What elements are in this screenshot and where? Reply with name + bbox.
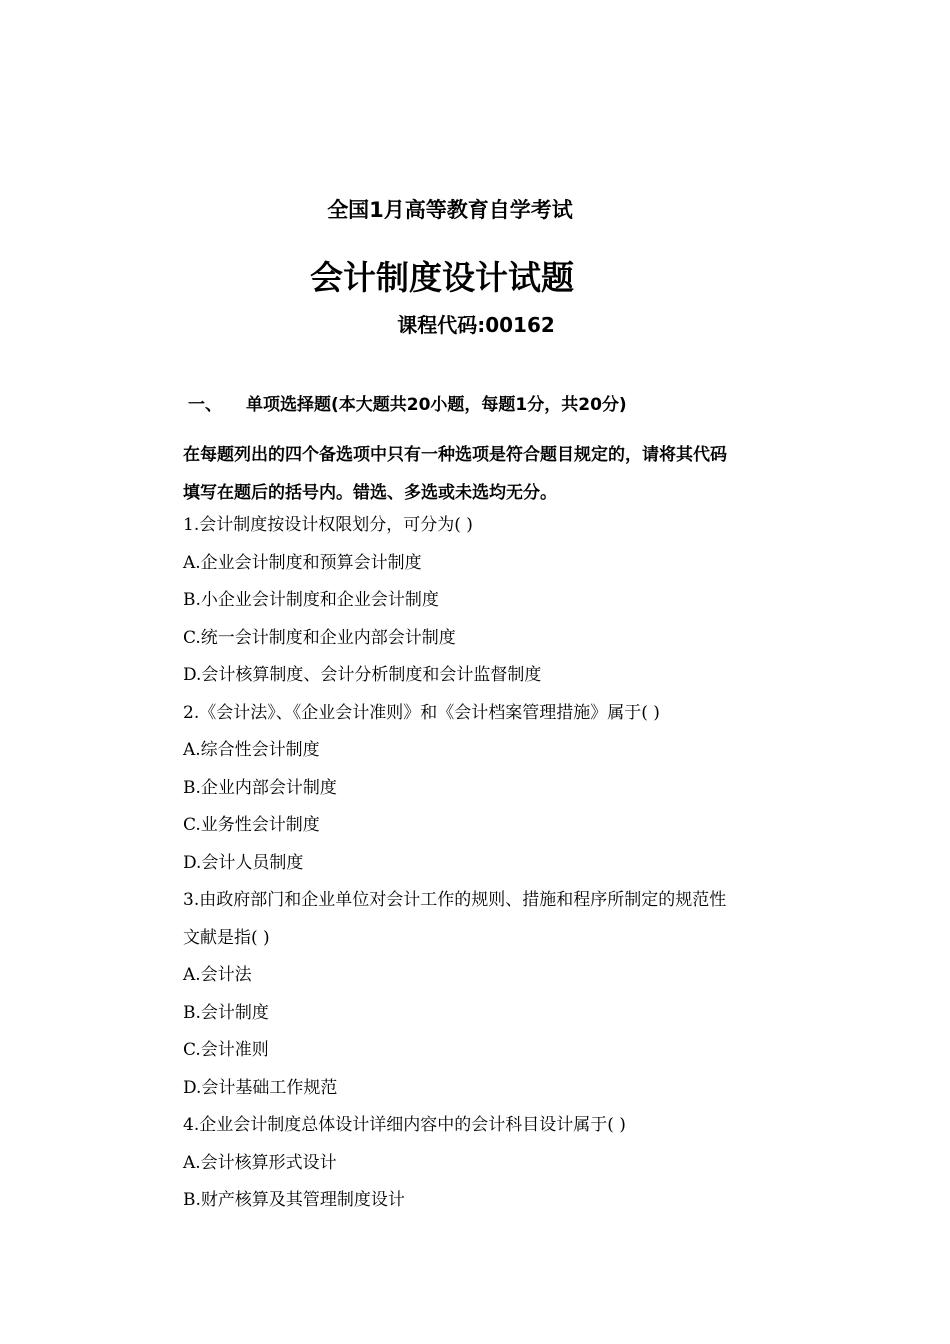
option-line: A.综合性会计制度 [183,740,320,760]
question-3-continued: 文献是指( ) [183,927,270,948]
section-title: 单项选择题(本大题共20小题，每题1分，共20分) [246,395,627,415]
option-line: C.业务性会计制度 [183,815,320,835]
question-1: 1.会计制度按设计权限划分，可分为( ) [183,515,473,535]
section-instructions [183,436,823,512]
question-4: 4.企业会计制度总体设计详细内容中的会计科目设计属于( ) [183,1115,626,1135]
option-line: C.会计准则 [183,1040,269,1060]
option-line: D.会计基础工作规范 [183,1077,338,1098]
option-line: A.企业会计制度和预算会计制度 [183,552,422,573]
section-number: 一、 [188,395,222,415]
instruction-line: 在每题列出的四个备选项中只有一种选项是符合题目规定的，请将其代码 [183,445,727,465]
question-list [183,507,823,1220]
option-line: B.小企业会计制度和企业会计制度 [183,590,439,610]
subject-title: 会计制度设计试题 [310,258,574,297]
option-line: B.企业内部会计制度 [183,777,337,798]
option-line: B.财产核算及其管理制度设计 [183,1190,405,1210]
option-line: D.会计核算制度、会计分析制度和会计监督制度 [183,665,542,685]
question-3: 3.由政府部门和企业单位对会计工作的规则、措施和程序所制定的规范性 [183,890,727,910]
instruction-line: 填写在题后的括号内。错选、多选或未选均无分。 [183,483,557,503]
exam-line: 全国1月高等教育自学考试 [327,198,573,222]
section-heading [188,390,627,415]
option-line: A.会计法 [183,965,252,985]
option-line: C.统一会计制度和企业内部会计制度 [183,627,456,648]
question-2: 2.《会计法》、《企业会计准则》和《会计档案管理措施》属于( ) [183,702,660,723]
option-line: A.会计核算形式设计 [183,1152,337,1173]
option-line: B.会计制度 [183,1002,269,1023]
course-code: 课程代码:00162 [397,313,555,337]
option-line: D.会计人员制度 [183,852,304,873]
